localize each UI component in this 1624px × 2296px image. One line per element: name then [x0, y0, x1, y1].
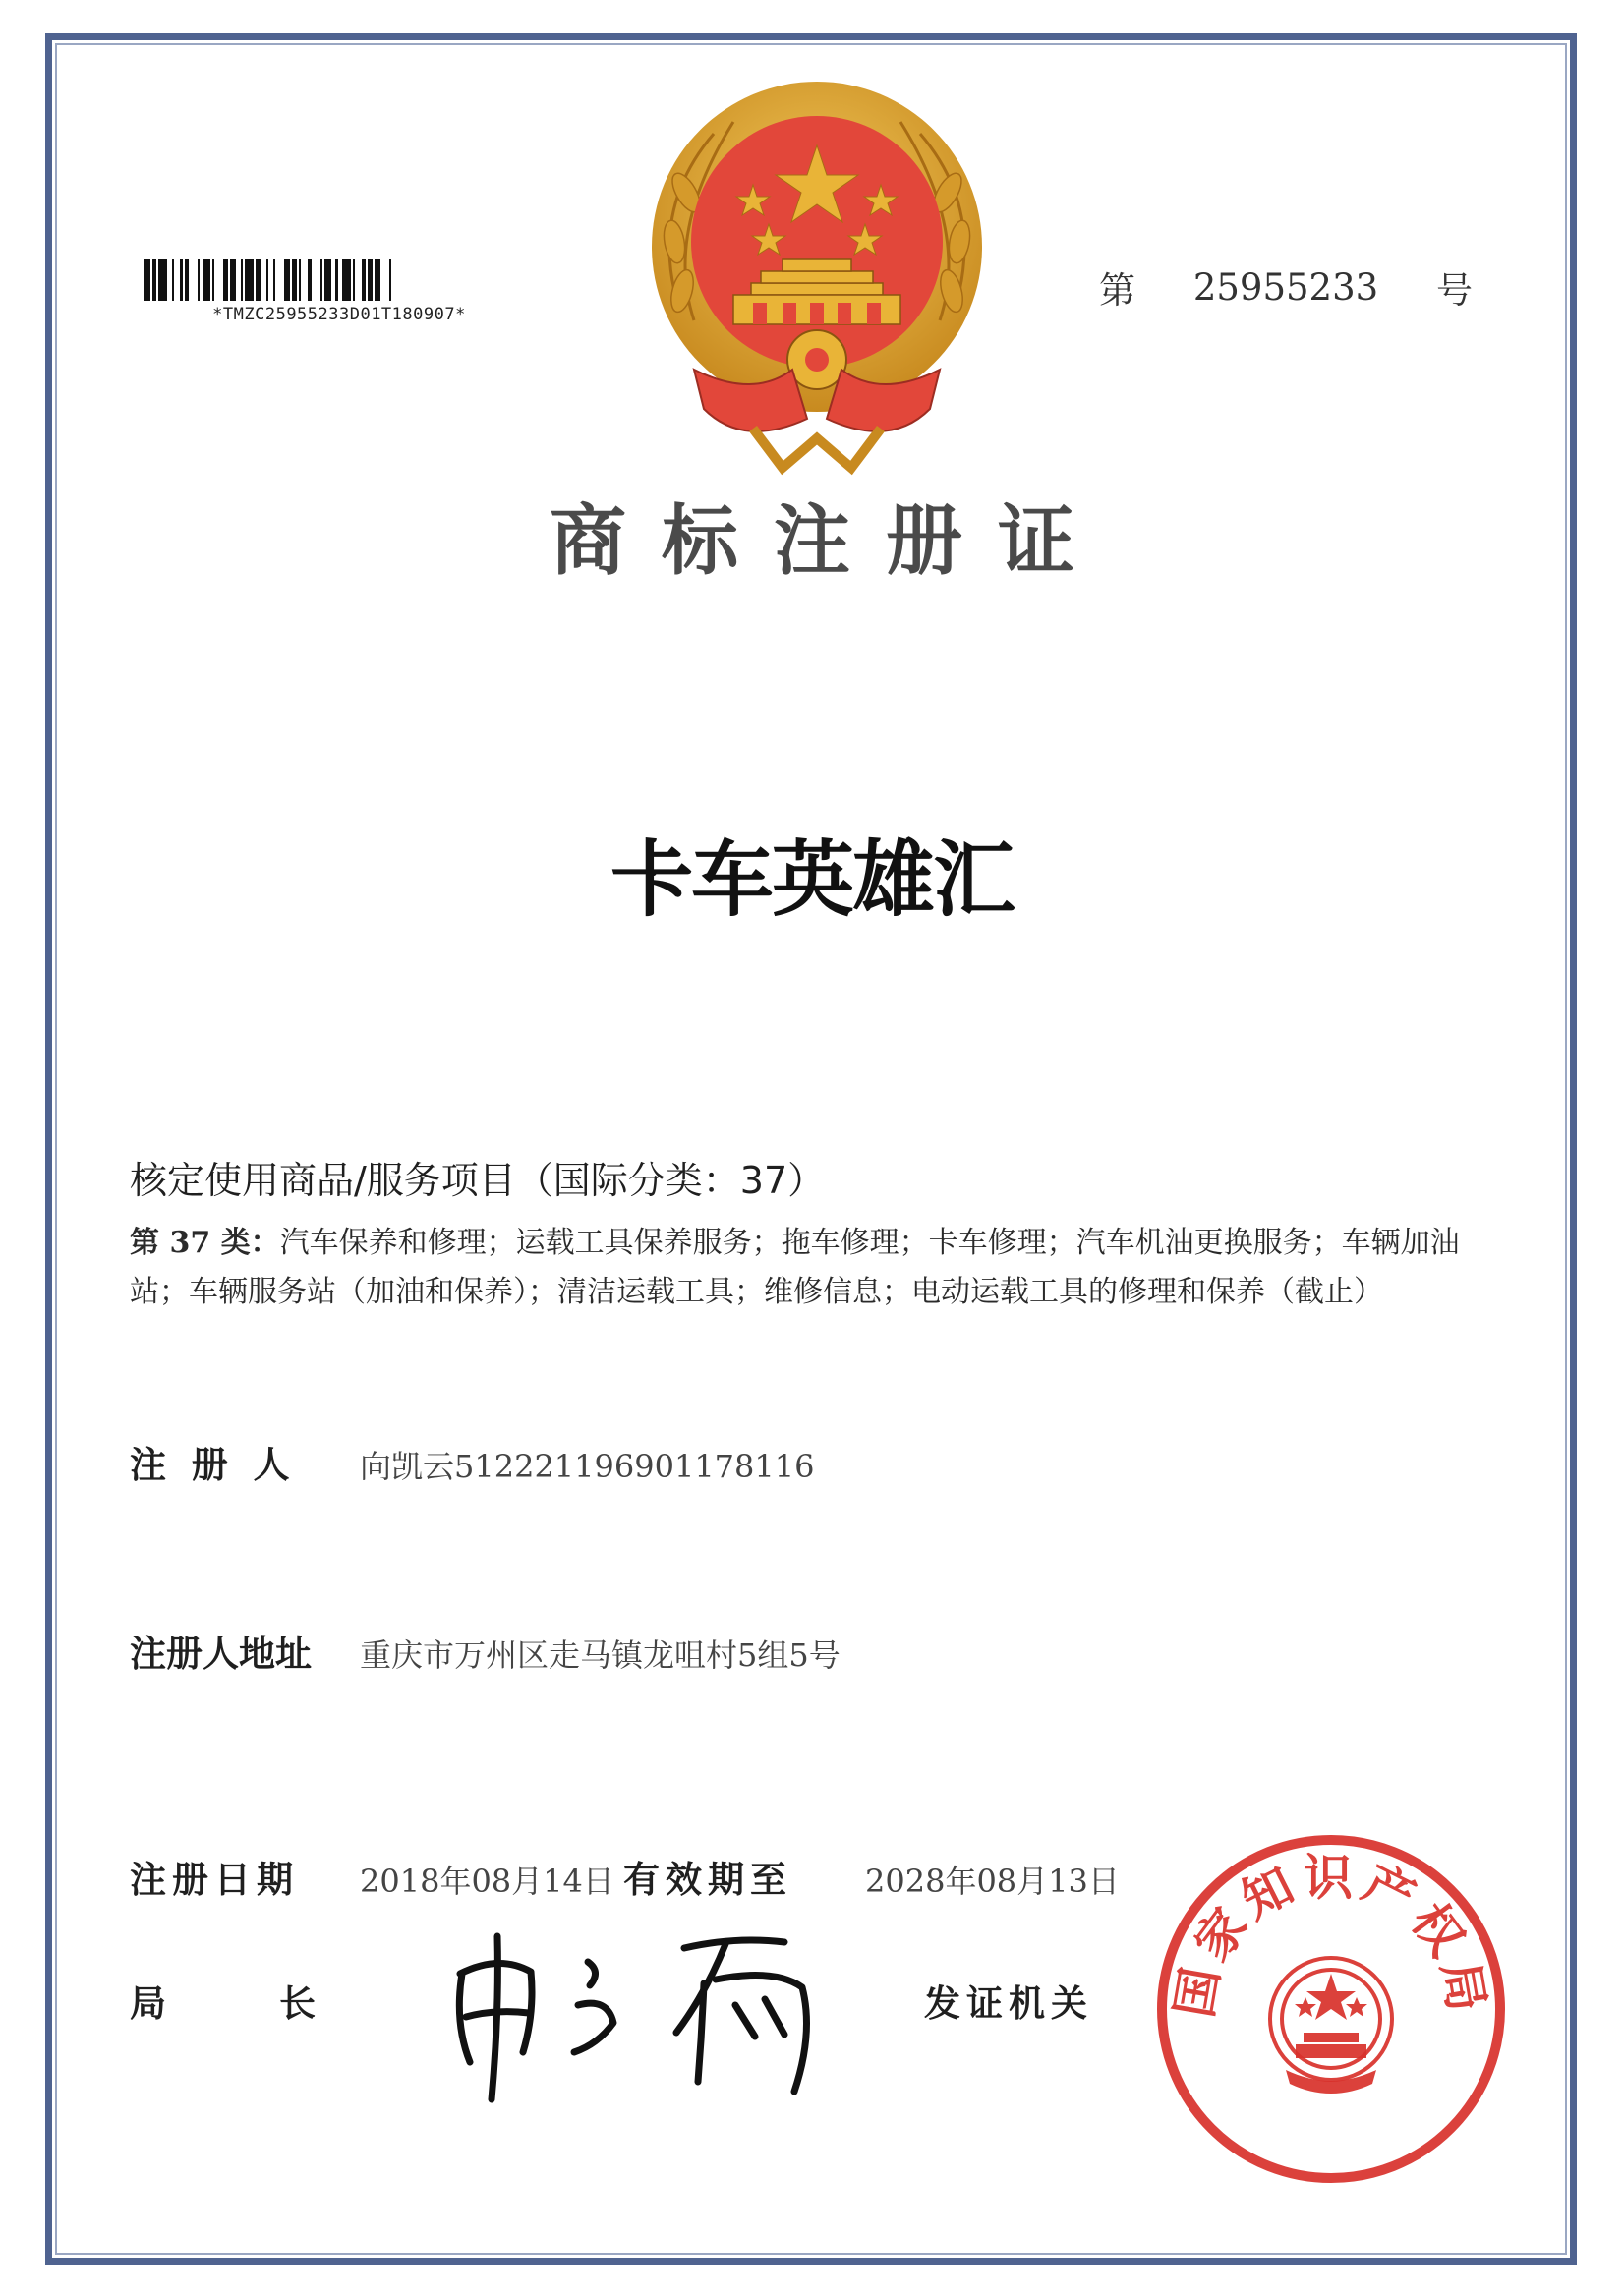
barcode-gap	[355, 259, 362, 301]
valid-until-value: 2028年08月13日	[865, 1863, 1120, 1900]
registrant-label: 注 册 人	[130, 1444, 290, 1486]
valid-until-label: 有效期至	[623, 1859, 792, 1901]
barcode-gap	[261, 259, 267, 301]
barcode-gap	[214, 259, 223, 301]
dates-row	[130, 1850, 1120, 1903]
barcode-gap	[380, 259, 389, 301]
trademark-name: 卡车英雄汇	[609, 832, 1014, 928]
director-signature	[440, 1915, 873, 2111]
address-label: 注册人地址	[130, 1633, 312, 1675]
barcode-bar	[342, 259, 351, 301]
goods-list	[130, 1219, 1502, 1317]
registration-number-value: 25955233	[1192, 265, 1379, 309]
registration-date-label: 注册日期	[130, 1859, 299, 1901]
barcode-bar	[245, 259, 254, 301]
barcode-gap	[312, 259, 320, 301]
barcode-bar	[375, 259, 381, 301]
address-row	[130, 1624, 841, 1677]
director-row	[130, 1974, 316, 2027]
barcode	[144, 254, 535, 324]
official-seal-icon	[1148, 1826, 1514, 2192]
barcode-bars	[144, 254, 535, 301]
certificate-title: 商标注册证	[549, 496, 1110, 586]
barcode-gap	[189, 259, 198, 301]
goods-items: 汽车保养和修理；运载工具保养服务；拖车修理；卡车修理；汽车机油更换服务；车辆加油站；车辆服务站（加油和保养）；清洁运载工具；维修信息；电动运载工具的修理和保养（截止）	[130, 1226, 1460, 1309]
registration-prefix: 第	[1099, 269, 1135, 312]
registration-number	[1099, 265, 1473, 312]
barcode-gap	[391, 259, 395, 301]
barcode-bar	[158, 259, 167, 301]
issuer-label: 发证机关	[924, 1982, 1093, 2025]
address-value: 重庆市万州区走马镇龙咀村5组5号	[360, 1636, 841, 1674]
barcode-bar	[284, 259, 291, 301]
barcode-gap	[301, 259, 308, 301]
issuer-row	[924, 1974, 1093, 2027]
goods-class-label: 第 37 类：	[130, 1226, 280, 1260]
barcode-text: *TMZC25955233D01T180907*	[212, 305, 466, 324]
barcode-gap	[275, 259, 284, 301]
goods-heading: 核定使用商品/服务项目（国际分类：37）	[130, 1159, 826, 1202]
barcode-bar	[203, 259, 210, 301]
registration-suffix: 号	[1435, 269, 1473, 312]
registration-date-value: 2018年08月14日	[360, 1863, 614, 1900]
director-label-left: 局	[130, 1982, 166, 2025]
registrant-row	[130, 1435, 814, 1488]
barcode-bar	[144, 259, 150, 301]
barcode-bar	[230, 259, 237, 301]
director-label-right: 长	[279, 1982, 316, 2025]
seal-text: 国家知识产权局	[1166, 1850, 1496, 2022]
registrant-value: 向凯云512221196901178116	[360, 1448, 815, 1485]
national-emblem-icon	[635, 75, 999, 478]
barcode-bar	[324, 259, 331, 301]
barcode-gap	[174, 259, 181, 301]
